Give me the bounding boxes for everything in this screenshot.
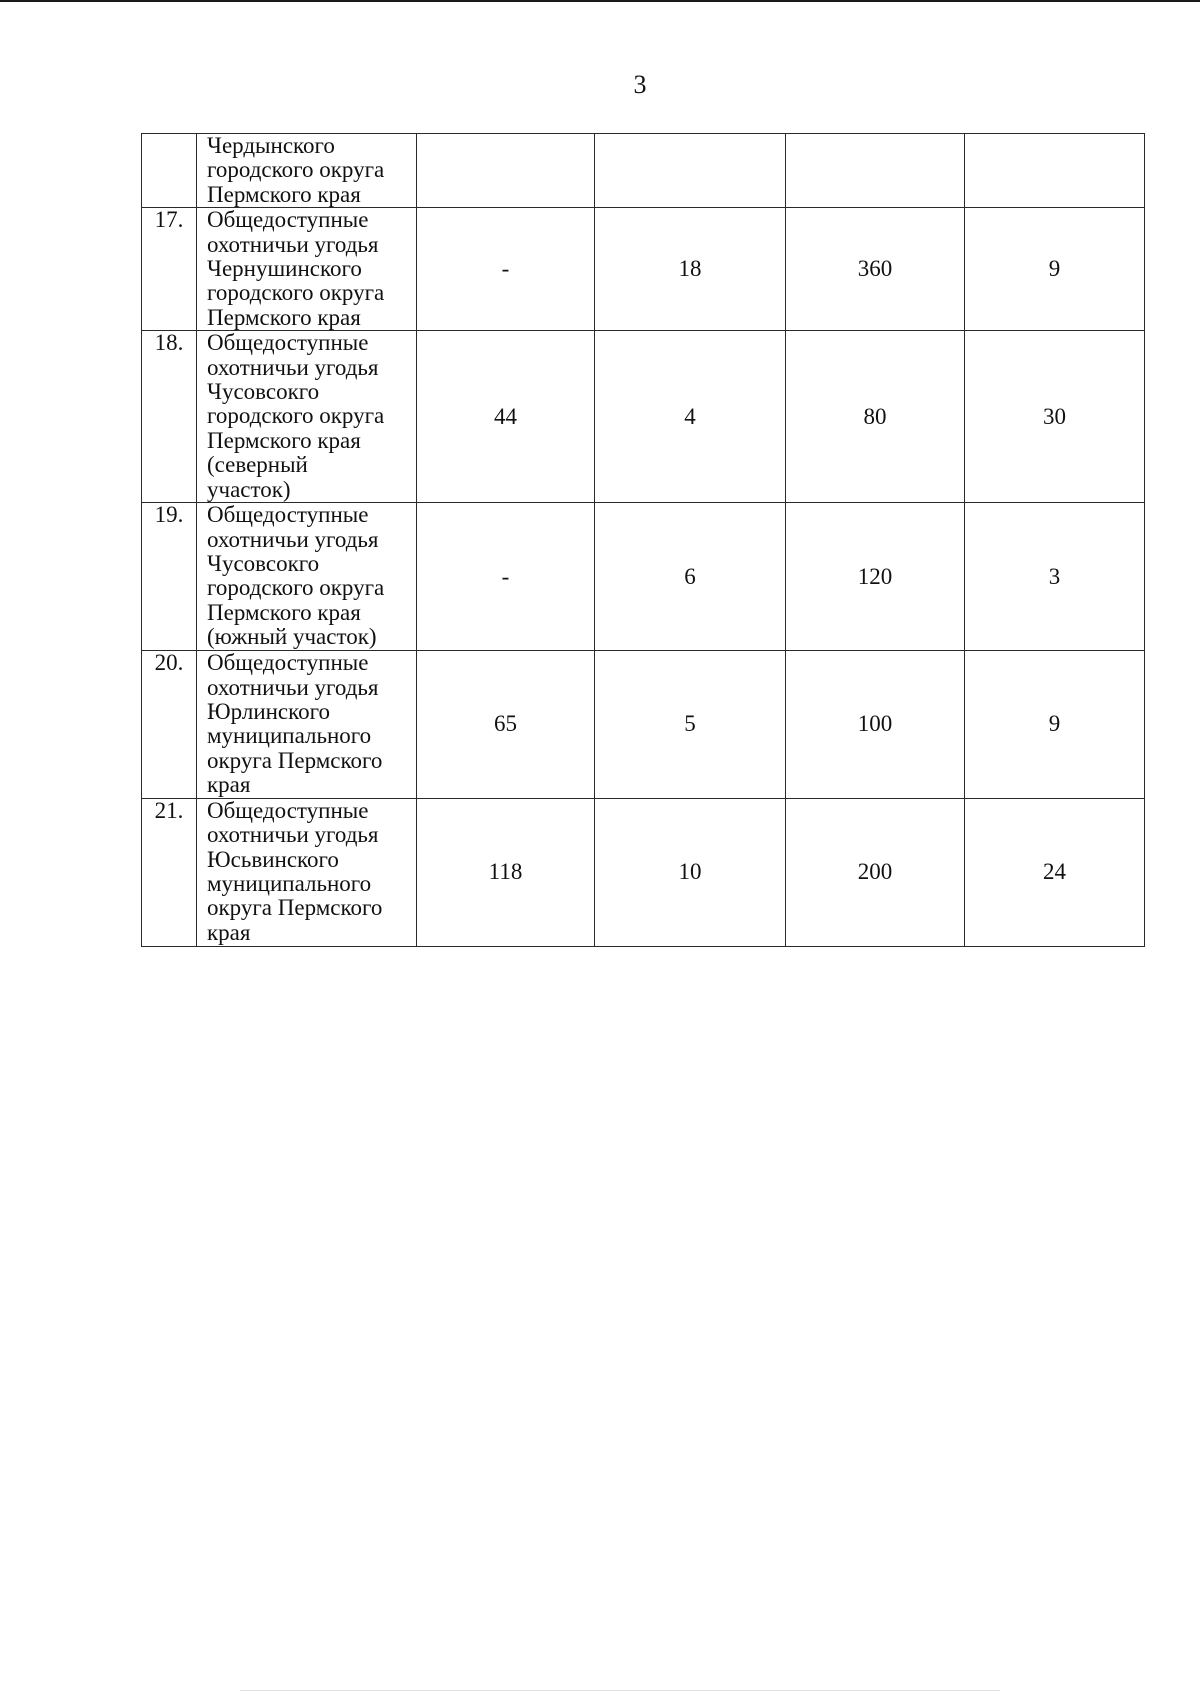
value-cell: 4 xyxy=(595,331,786,503)
value-cell: 6 xyxy=(595,503,786,651)
table-row xyxy=(142,798,1145,946)
row-number xyxy=(142,134,197,208)
table-row xyxy=(142,331,1145,503)
value-cell xyxy=(417,134,595,208)
value-cell: 30 xyxy=(965,331,1145,503)
row-number: 18. xyxy=(142,331,197,503)
hunting-grounds-table xyxy=(141,133,1145,947)
ground-name-cell xyxy=(197,331,417,503)
ground-name-cell xyxy=(197,798,417,946)
ground-name-line: Общедоступные xyxy=(207,330,369,356)
ground-name-line: края xyxy=(207,772,251,798)
ground-name-line: охотничьи угодья xyxy=(207,354,379,380)
ground-name-cell xyxy=(197,208,417,331)
ground-name-line: края xyxy=(207,919,251,945)
value-cell: 80 xyxy=(786,331,965,503)
ground-name-line: Пермского края xyxy=(207,181,361,207)
row-number: 21. xyxy=(142,798,197,946)
row-number: 17. xyxy=(142,208,197,331)
ground-name-cell xyxy=(197,134,417,208)
ground-name-line: Общедоступные xyxy=(207,798,369,823)
value-cell: 9 xyxy=(965,651,1145,798)
ground-name-line: Пермского края xyxy=(207,427,361,453)
ground-name-line: муниципального xyxy=(207,870,372,896)
ground-name-line: охотничьи угодья xyxy=(207,231,379,257)
table-row xyxy=(142,208,1145,331)
page-number: 3 xyxy=(633,70,647,99)
ground-name-line: участок) xyxy=(207,476,291,502)
value-cell: 10 xyxy=(595,798,786,946)
value-cell: 18 xyxy=(595,208,786,331)
table-row xyxy=(142,651,1145,798)
ground-name-line: Чернушинского xyxy=(207,256,362,282)
table-row xyxy=(142,134,1145,208)
ground-name-cell xyxy=(197,651,417,798)
value-cell: 118 xyxy=(417,798,595,946)
ground-name-line: Общедоступные xyxy=(207,502,369,528)
row-number: 20. xyxy=(142,651,197,798)
value-cell: 3 xyxy=(965,503,1145,651)
ground-name-line: Юсьвинского xyxy=(207,846,339,872)
ground-name-line: (северный xyxy=(207,452,308,478)
ground-name-line: Пермского края xyxy=(207,599,361,625)
value-cell: 100 xyxy=(786,651,965,798)
value-cell: 9 xyxy=(965,208,1145,331)
value-cell xyxy=(965,134,1145,208)
value-cell: 44 xyxy=(417,331,595,503)
value-cell: 360 xyxy=(786,208,965,331)
ground-name-line: городского округа xyxy=(207,157,385,183)
value-cell: 120 xyxy=(786,503,965,651)
ground-name-line: (южный участок) xyxy=(207,624,377,650)
ground-name-line: Чердынского xyxy=(207,133,335,158)
ground-name-line: Общедоступные xyxy=(207,207,369,233)
ground-name-line: Пермского края xyxy=(207,304,361,330)
value-cell xyxy=(786,134,965,208)
ground-name-line: Общедоступные xyxy=(207,650,369,676)
ground-name-line: охотничьи угодья xyxy=(207,526,379,552)
value-cell: 5 xyxy=(595,651,786,798)
scan-artifact xyxy=(240,1690,1000,1691)
value-cell: 200 xyxy=(786,798,965,946)
value-cell: - xyxy=(417,503,595,651)
value-cell: 65 xyxy=(417,651,595,798)
ground-name-line: Юрлинского xyxy=(207,699,331,725)
value-cell: 24 xyxy=(965,798,1145,946)
ground-name-line: муниципального xyxy=(207,723,372,749)
ground-name-line: округа Пермского xyxy=(207,895,383,921)
ground-name-line: городского округа xyxy=(207,403,385,429)
table-row xyxy=(142,503,1145,651)
row-number: 19. xyxy=(142,503,197,651)
ground-name-cell xyxy=(197,503,417,651)
ground-name-line: городского округа xyxy=(207,280,385,306)
ground-name-line: округа Пермского xyxy=(207,747,383,773)
value-cell: - xyxy=(417,208,595,331)
ground-name-line: охотничьи угодья xyxy=(207,674,379,700)
scan-edge xyxy=(0,0,1200,2)
ground-name-line: Чусовсокго xyxy=(207,551,320,577)
ground-name-line: охотничьи угодья xyxy=(207,822,379,848)
ground-name-line: Чусовсокго xyxy=(207,379,320,405)
ground-name-line: городского округа xyxy=(207,575,385,601)
value-cell xyxy=(595,134,786,208)
